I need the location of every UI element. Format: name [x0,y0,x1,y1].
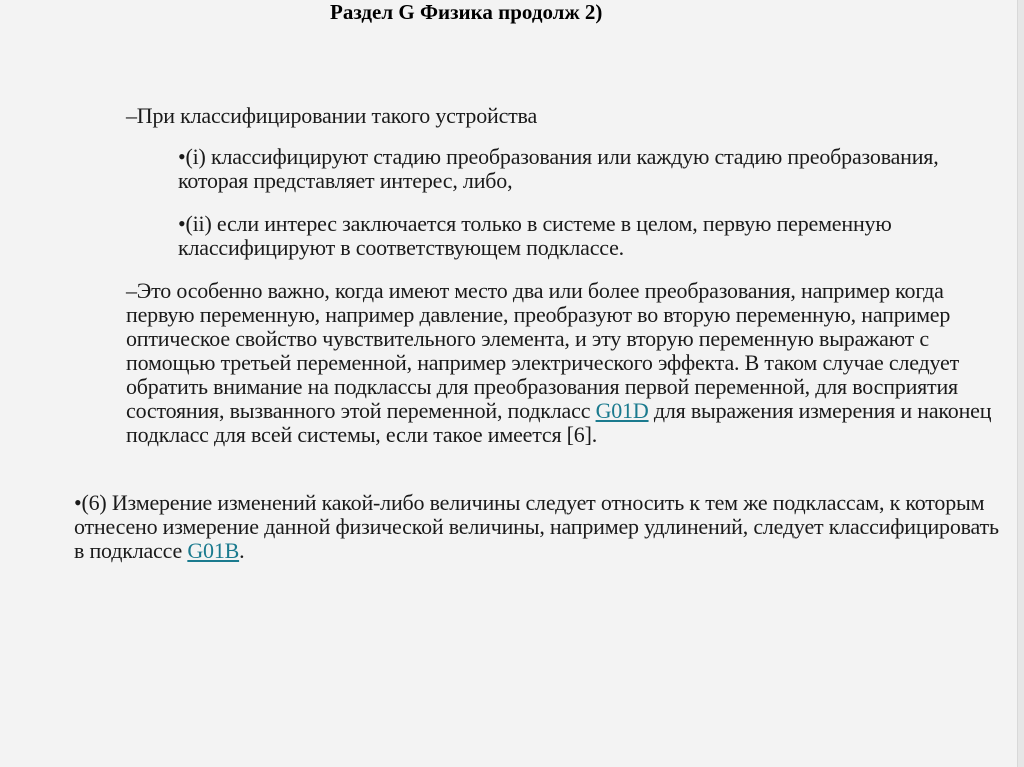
link-g01b[interactable]: G01B [187,538,240,563]
dash-text-start: –Это особенно важно, когда имеют место два или более преобразования, например когда первую переменную, например давление, преобразуют во вторую переменную, например оптическое свойство чувствительного элемента, и эту вторую переменную выражают с помощью третьей переменной, например электрического эффекта. В таком случае следует обратить внимание на подклассы для преобразования первой переменной, для восприятия состояния, вызванного этой переменной, подкласс [126,278,959,423]
bullet-item-6 [74,491,1014,563]
page-title: Раздел G Физика продолж 2) [330,0,603,24]
dash-item-classifying: –При классифицировании такого устройства [126,103,538,128]
slide-edge [1017,0,1024,767]
bullet6-text-end: . [239,538,245,563]
dash-item-conversions [126,279,1016,447]
bullet6-text-start: •(6) Измерение изменений какой-либо величины следует относить к тем же подклассам, к которым отнесено измерение данной физической величины, например удлинений, следует классифицировать в подклассе [74,490,999,563]
bullet-item-ii: •(ii) если интерес заключается только в системе в целом, первую переменную классифицируют в соответствующем подклассе. [178,211,892,260]
dash-text-end: для выражения измерения и наконец подкласс для всей системы, если такое имеется [6]. [126,398,992,447]
bullet-item-i: •(i) классифицируют стадию преобразования или каждую стадию преобразования, которая представляет интерес, либо, [178,144,939,193]
link-g01d[interactable]: G01D [595,398,649,423]
